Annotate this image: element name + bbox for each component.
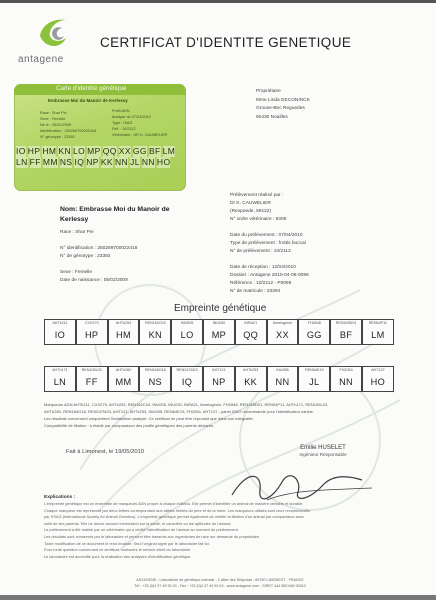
explanation-line: celle de ses parents. Elle ne donne aucune information sur la santé, le caractère ou les aptitudes de l'animal. [44, 520, 232, 526]
marker-label: REN169D01 [335, 321, 357, 325]
marker-value: JL [309, 377, 320, 387]
dog-detail: N° identification : 250269700022418 [60, 246, 138, 251]
analysis-comments [44, 401, 396, 429]
footer [60, 578, 380, 589]
sample-line: Type de prélèvement : frottis buccal [230, 241, 306, 246]
card-marker: NP [86, 157, 99, 167]
card-marker: HM [42, 146, 57, 156]
card-detail: Réf. : 10/2112 [112, 127, 136, 131]
dog-name-line-2: Kerlessy [60, 216, 89, 223]
marker-value: HO [370, 377, 386, 387]
marker-label: AHTk211 [52, 321, 68, 325]
marker-label: CXX279 [84, 321, 99, 325]
dog-name-line-1: Nom: Embrasse Moi du Manoir de [60, 206, 170, 213]
card-detail: Né le : 05/02/2009 [40, 123, 72, 127]
explanation-line: Toute modification de ce document le rend invalide. Seul l'original signé par le laboratoire fait foi. [44, 540, 210, 546]
marker-value: LM [371, 330, 385, 340]
marker-label: REN105L03 [81, 368, 102, 372]
marker-label: INU030 [212, 321, 226, 325]
marker-cell [171, 366, 203, 392]
owner-line: Mme Linda DECONINCK [256, 97, 310, 103]
marker-cell [108, 366, 140, 392]
card-marker: XX [118, 146, 131, 156]
marker-cell [171, 319, 203, 345]
marker-value: LN [53, 377, 67, 387]
issue-date: Fait à Limonest, le 19/05/2010 [66, 449, 144, 455]
marker-label: AHT137 [371, 368, 385, 372]
marker-value: NN [275, 377, 290, 387]
card-marker: LO [73, 146, 86, 156]
card-detail: Analyse du 07/04/2010 [112, 115, 151, 119]
sample-line [230, 224, 420, 232]
owner-address [256, 88, 426, 122]
marker-cell [330, 319, 362, 345]
explanations-title: Explications : [44, 495, 76, 500]
card-detail: Identification : 250269700022418 [40, 129, 97, 133]
marker-value: MP [211, 330, 227, 340]
marker-value: HM [116, 330, 131, 340]
marker-label: Amelogenin [272, 321, 293, 325]
card-dog-name: Embrasse Moi du Manoir de Kerlessy [48, 98, 128, 103]
explanation-line: Pour toute question concernant ce certificat, contactez le service client du laboratoire. [44, 547, 192, 553]
marker-label: REN64E19 [305, 368, 324, 372]
marker-label: REN169O18 [144, 368, 166, 372]
sample-line: (Rexpoede, 59122) [230, 209, 272, 214]
marker-value: IO [54, 330, 66, 340]
marker-cell [139, 366, 171, 392]
signatory-role: Ingénieur Responsable [299, 452, 347, 457]
marker-cell [108, 319, 140, 345]
card-marker: MM [42, 157, 58, 167]
marker-row-1 [44, 319, 394, 345]
dog-detail [60, 237, 220, 245]
marker-value: KK [244, 377, 258, 387]
card-marker-row-1 [16, 146, 184, 157]
marker-cell [267, 366, 299, 392]
marker-label: REN162C04 [144, 321, 166, 325]
card-marker: IQ [74, 157, 85, 167]
card-marker: KN [58, 146, 72, 156]
marker-label: INU055 [276, 368, 289, 372]
owner-line: Grouse-Bec Reguedes [256, 106, 305, 111]
explanation-line: Les résultats sont conservés par le laboratoire et peuvent être transmis aux organismes de race sur demande du propriétaire. [44, 533, 261, 539]
card-marker: NS [59, 157, 73, 167]
owner-label: Propriétaire [256, 89, 281, 94]
antagene-logo [10, 10, 80, 68]
empreinte-title: Empreinte génétique [174, 303, 267, 314]
sample-line: N° de matricule : 23394 [230, 289, 281, 294]
card-marker: HO [156, 157, 171, 167]
bottom-border [0, 595, 436, 600]
card-marker: GG [132, 146, 147, 156]
comment-line: AHTh260, REN169O18, REN247M23, AHT121, AHTk253, INU055, REN64E19, FH2054, AHT137 - panel ISAG recommandé pour l'identification canine. [44, 409, 315, 414]
signatory [248, 445, 398, 457]
marker-label: FH2848 [307, 321, 321, 325]
owner-line: 60430 Noailles [256, 114, 288, 120]
card-details-right [112, 108, 176, 138]
marker-value: IQ [181, 377, 193, 387]
marker-label: AHTh171 [52, 368, 68, 372]
dog-detail: N° de génotype : 23392 [60, 254, 111, 259]
card-marker: HP [27, 146, 41, 156]
marker-label: FH2054 [339, 368, 353, 372]
card-detail: Profil ADN [112, 109, 130, 113]
card-marker: JL [130, 157, 140, 167]
marker-row-2 [44, 366, 394, 392]
explanation-line: Le prélèvement a été réalisé par un vétérinaire qui a vérifié l'identification de l'animal au moment du prélèvement. [44, 527, 239, 533]
sample-line [230, 256, 420, 264]
marker-cell [362, 319, 394, 345]
marker-cell [44, 319, 76, 345]
card-marker: FF [29, 157, 41, 167]
card-marker: NN [141, 157, 155, 167]
top-border [0, 0, 436, 3]
marker-value: HP [85, 330, 99, 340]
card-marker: LN [16, 157, 28, 167]
logo-wordmark: antagene [18, 54, 64, 65]
marker-cell [203, 319, 235, 345]
card-marker: NN [114, 157, 129, 167]
sample-line: N° ordre vétérinaire : 9305 [230, 217, 287, 222]
card-details-left [40, 110, 102, 140]
marker-label: AHTk253 [242, 368, 259, 372]
signatory-name: Emilie HUSELET [300, 445, 346, 451]
sample-line: Date de réception : 12/04/2010 [230, 265, 296, 270]
marker-label: REN54P11 [368, 321, 387, 325]
marker-value: BF [339, 330, 353, 340]
card-detail: Type : ISAG [112, 121, 133, 125]
marker-value: KN [148, 330, 162, 340]
marker-value: LO [180, 330, 194, 340]
dog-info [60, 205, 220, 285]
card-marker-grid [16, 146, 184, 186]
explanation-line: Le laboratoire est accrédité pour la réalisation des analyses d'identification génétique. [44, 553, 192, 559]
genetic-id-card [14, 84, 186, 191]
dog-detail: Sexe : Femelle [60, 270, 92, 275]
footer-line: ANTAGENE - Laboratoire de génétique animale - 2 allée des Séquoias - 69760 LIMONEST - FRANCE [136, 578, 304, 582]
explanations [44, 494, 396, 560]
explanation-line: Chaque marqueur est représenté par deux lettres correspondant aux allèles hérités du père et de la mère. Les marqueurs utilisés sont ceux recommandés [44, 507, 311, 513]
marker-cell [139, 319, 171, 345]
marker-label: INRA21 [244, 321, 258, 325]
comment-line: Les résultats concernent uniquement l'échantillon analysé. Ce certificat ne peut être reproduit que dans son intégralité. [44, 416, 254, 421]
card-marker: QQ [102, 146, 117, 156]
marker-cell [330, 366, 362, 392]
sample-line: N° de prélèvement : 10/2112 [230, 249, 291, 254]
dog-detail: Race : Shar Pei [60, 230, 94, 235]
explanation-line: L'empreinte génétique est un ensemble de marqueurs ADN propre à chaque individu. Elle permet d'identifier un animal de manière certaine et durable. [44, 501, 304, 506]
marker-value: GG [306, 330, 322, 340]
logo-swirl-icon [36, 16, 72, 52]
footer-line: Tél : +33 (0)4 37 49 90 03 - Fax : +33 (0)4 37 49 90 04 - www.antagene.com - SIRET 444 555 666 00012 [134, 583, 306, 588]
document-title: CERTIFICAT D'IDENTITE GENETIQUE [100, 35, 352, 50]
marker-cell [298, 319, 330, 345]
marker-cell [76, 366, 108, 392]
card-marker: LM [162, 146, 176, 156]
marker-cell [267, 319, 299, 345]
marker-cell [235, 366, 267, 392]
card-detail: N° génotype : 23392 [40, 135, 75, 139]
marker-value: FF [85, 377, 98, 387]
marker-value: QQ [243, 330, 259, 340]
marker-cell [44, 366, 76, 392]
card-marker-row-2 [16, 157, 184, 168]
explanation-line: par l'ISAG (International Society for Animal Genetics). L'empreinte génétique permet également de vérifier la filiation d'un animal par comparaison avec [44, 514, 305, 520]
marker-value: MM [115, 377, 132, 387]
sample-line: Dossier : Antagene 2010-04-06-0099 [230, 273, 309, 278]
sample-line: Prélèvement réalisé par : [230, 193, 284, 198]
sample-line: Dr K. CAUWELIER [230, 201, 271, 206]
marker-cell [203, 366, 235, 392]
marker-value: XX [276, 330, 289, 340]
marker-value: NP [212, 377, 226, 387]
sample-info [230, 192, 420, 296]
marker-cell [298, 366, 330, 392]
card-detail: Sexe : Femelle [40, 117, 66, 121]
card-detail: Vétérinaire : DR K. CAUWELIER [112, 133, 168, 137]
marker-value: NN [339, 377, 353, 387]
marker-label: INU005 [180, 321, 194, 325]
marker-label: REN247M23 [176, 368, 198, 372]
card-detail: Race : Shar Pei [40, 111, 67, 115]
card-marker: KK [100, 157, 113, 167]
dog-detail [60, 261, 220, 269]
card-marker: MP [87, 146, 101, 156]
comment-line: Compatibilité de filiation : à établir par comparaison des profils génétiques des parents déclarés. [44, 423, 215, 428]
card-marker: IO [16, 146, 26, 156]
comment-line: Marqueurs ADN AHTk211, CXX279, AHTk253, REN162C04, INU005, INU030, INRA21, Amelogenin, FH2848, REN169D01, REN54P11, AHTh171, REN105L03, [44, 402, 329, 407]
marker-cell [76, 319, 108, 345]
sample-line: Date du prélèvement : 07/04/2010 [230, 233, 303, 238]
sample-line: Référence : 10/2112 - P0099 [230, 281, 292, 286]
card-title: Carte d'identité génétique [56, 85, 127, 92]
marker-value: NS [148, 377, 162, 387]
marker-cell [235, 319, 267, 345]
marker-label: AHT121 [212, 368, 226, 372]
marker-label: AHTk253 [115, 321, 132, 325]
dog-detail: Date de naissance : 05/02/2009 [60, 278, 128, 283]
marker-cell [362, 366, 394, 392]
card-marker: BF [148, 146, 161, 156]
marker-label: AHTh260 [115, 368, 132, 372]
